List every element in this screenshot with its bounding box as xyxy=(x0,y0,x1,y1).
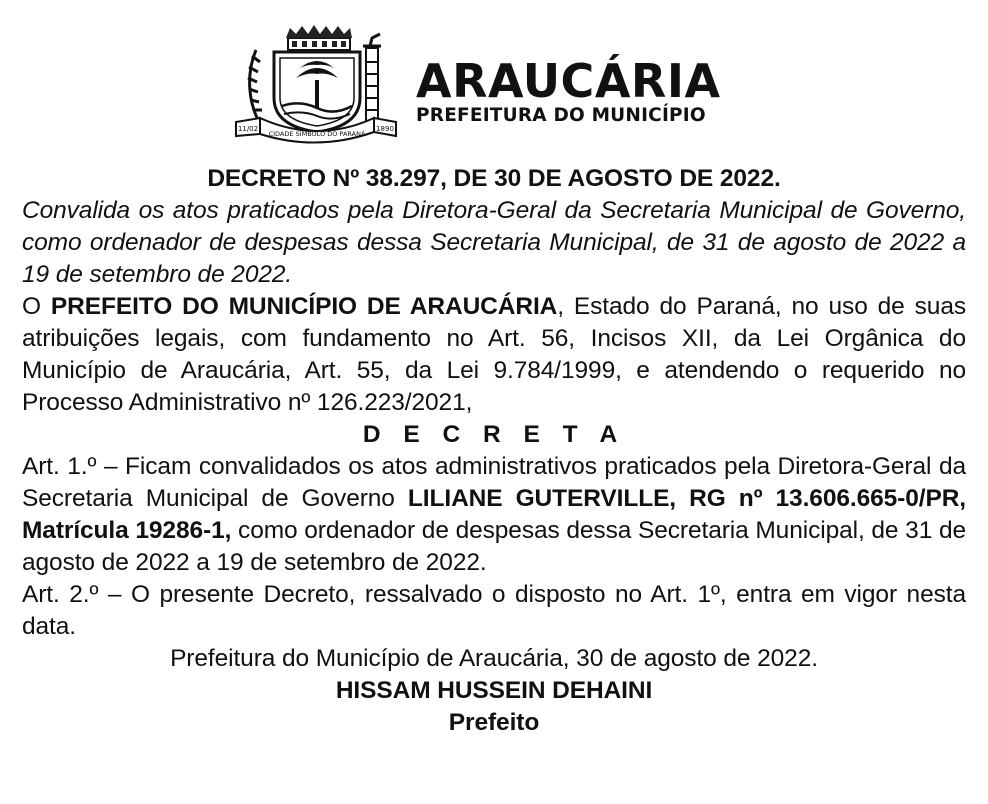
seal-left-date: 11/02 xyxy=(237,125,259,133)
seal-ribbon-text: CIDADE SÍMBOLO DO PARANÁ xyxy=(268,130,366,138)
header xyxy=(230,22,770,146)
decree-ementa: Convalida os atos praticados pela Diretora-Geral da Secretaria Municipal de Governo, como ordenador de despesas dessa Secretaria Municipal, de 31 de agosto de 2022 a 19 de setembro de 2022. xyxy=(22,197,966,288)
brand-subtitle: PREFEITURA DO MUNICÍPIO xyxy=(416,105,706,126)
preamble-authority: PREFEITO DO MUNICÍPIO DE ARAUCÁRIA xyxy=(50,293,558,320)
brand-block xyxy=(416,54,721,126)
signer-role: Prefeito xyxy=(448,709,540,736)
article-2: Art. 2.º – O presente Decreto, ressalvado o disposto no Art. 1º, entra em vigor nesta data. xyxy=(22,581,966,640)
place-date: Prefeitura do Município de Araucária, 30 de agosto de 2022. xyxy=(170,645,818,672)
decree-title: DECRETO Nº 38.297, DE 30 DE AGOSTO DE 2022. xyxy=(207,165,781,192)
brand-name: ARAUCÁRIA xyxy=(416,54,721,108)
seal-right-year: 1890 xyxy=(376,125,394,133)
article-1 xyxy=(22,451,966,579)
article-1-person: LILIANE GUTERVILLE, RG nº 13.606.665-0/PR, Matrícula 19286-1, xyxy=(22,485,966,544)
article-1-prefix: Art. 1.º – Ficam convalidados os atos administrativos praticados pela Diretora-Geral da Secretaria Municipal de Governo xyxy=(22,453,966,512)
decree-body xyxy=(22,163,966,739)
decreta-heading: D E C R E T A xyxy=(362,421,626,448)
preamble-prefix: O xyxy=(22,293,51,320)
article-1-suffix: como ordenador de despesas dessa Secretaria Municipal, de 31 de agosto de 2022 a 19 de setembro de 2022. xyxy=(22,517,966,576)
preamble-text: , Estado do Paraná, no uso de suas atribuições legais, com fundamento no Art. 56, Incisos XII, da Lei Orgânica do Município de Araucária, Art. 55, da Lei 9.784/1999, e atendendo o requerido no Processo Administrativo nº 126.223/2021, xyxy=(22,293,966,416)
municipal-coat-of-arms xyxy=(230,22,402,144)
decree-preamble xyxy=(22,291,966,419)
signer-name: HISSAM HUSSEIN DEHAINI xyxy=(335,677,653,704)
